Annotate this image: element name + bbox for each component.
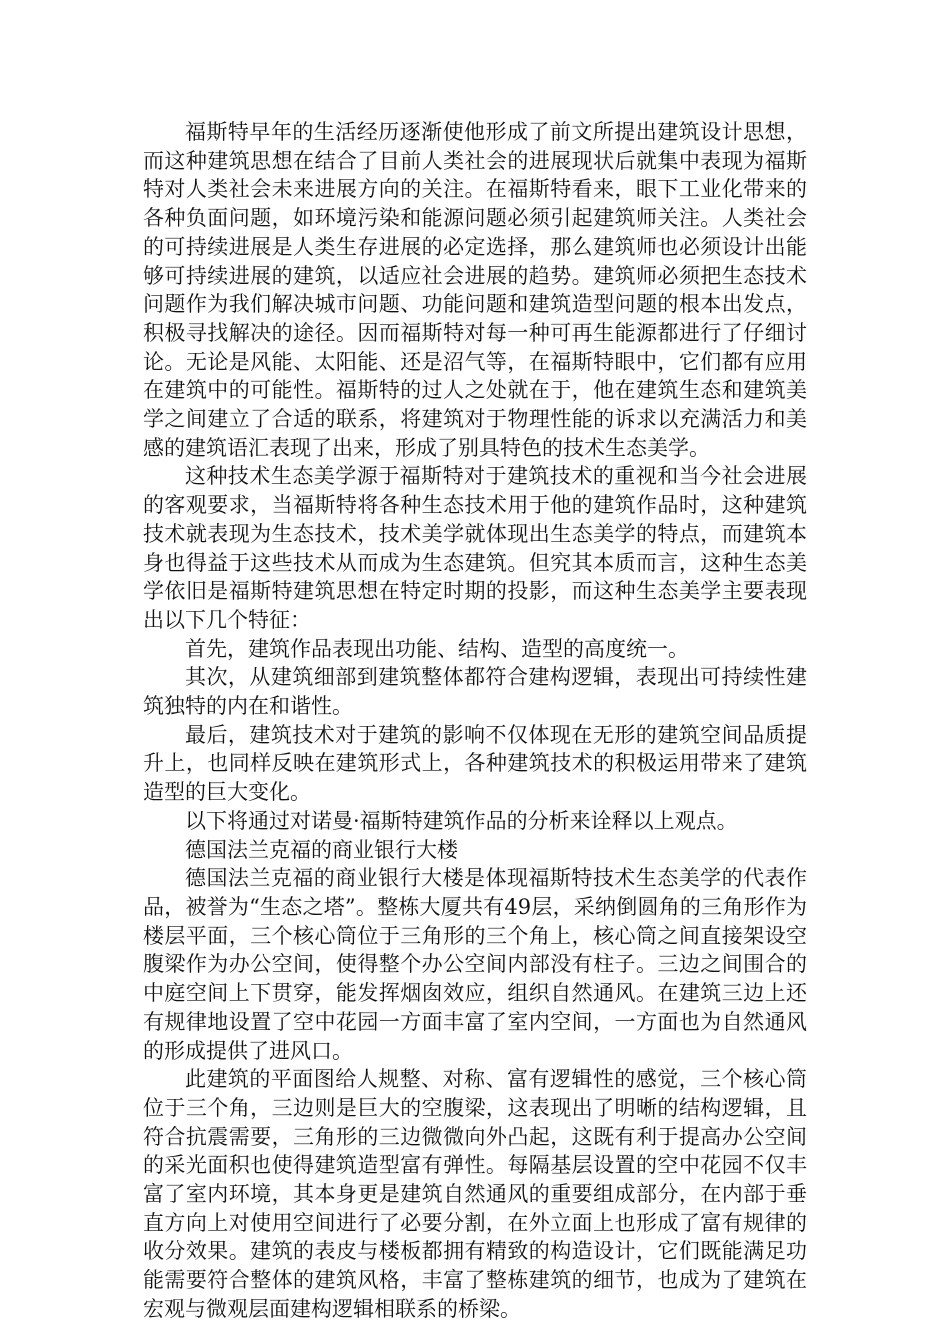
paragraph-feature-second: 其次，从建筑细部到建筑整体都符合建构逻辑，表现出可持续性建筑独特的内在和谐性。 [143, 665, 807, 719]
paragraph-eco-aesthetics-origin: 这种技术生态美学源于福斯特对于建筑技术的重视和当今社会进展的客观要求，当福斯特将各种生态技术用于他的建筑作品时，这种建筑技术就表现为生态技术，技术美学就体现出生态美学的特点，而建筑本身也得益于这些技术从而成为生态建筑。但究其本质而言，这种生态美学依旧是福斯特建筑思想在特定时期的投影，而这种生态美学主要表现出以下几个特征： [143, 464, 807, 632]
document-body [143, 118, 807, 1324]
paragraph-analysis-intro: 以下将通过对诺曼·福斯特建筑作品的分析来诠释以上观点。 [185, 808, 738, 833]
paragraph-commerzbank-plan: 此建筑的平面图给人规整、对称、富有逻辑性的感觉，三个核心筒位于三个角，三边则是巨大的空腹梁，这表现出了明晰的结构逻辑，且符合抗震需要，三角形的三边微微向外凸起，这既有利于提高办公空间的采光面积也使得建筑造型富有弹性。每隔基层设置的空中花园不仅丰富了室内环境，其本身更是建筑自然通风的重要组成部分，在内部于垂直方向上对使用空间进行了必要分割，在外立面上也形成了富有规律的收分效果。建筑的表皮与楼板都拥有精致的构造设计，它们既能满足功能需要符合整体的建筑风格，丰富了整栋建筑的细节，也成为了建筑在宏观与微观层面建构逻辑相联系的桥梁。 [143, 1067, 807, 1321]
paragraph-foster-early-life: 福斯特早年的生活经历逐渐使他形成了前文所提出建筑设计思想，而这种建筑思想在结合了目前人类社会的进展现状后就集中表现为福斯特对人类社会未来进展方向的关注。在福斯特看来，眼下工业化带来的各种负面问题，如环境污染和能源问题必须引起建筑师关注。人类社会的可持续进展是人类生存进展的必定选择，那么建筑师也必须设计出能够可持续进展的建筑，以适应社会进展的趋势。建筑师必须把生态技术问题作为我们解决城市问题、功能问题和建筑造型问题的根本出发点，积极寻找解决的途径。因而福斯特对每一种可再生能源都进行了仔细讨论。无论是风能、太阳能、还是沼气等，在福斯特眼中，它们都有应用在建筑中的可能性。福斯特的过人之处就在于，他在建筑生态和建筑美学之间建立了合适的联系，将建筑对于物理性能的诉求以充满活力和美感的建筑语汇表现了出来，形成了别具特色的技术生态美学。 [143, 120, 807, 460]
section-heading-commerzbank: 德国法兰克福的商业银行大楼 [185, 837, 458, 862]
paragraph-feature-last: 最后，建筑技术对于建筑的影响不仅体现在无形的建筑空间品质提升上，也同样反映在建筑形式上，各种建筑技术的积极运用带来了建筑造型的巨大变化。 [143, 722, 807, 805]
paragraph-feature-first: 首先，建筑作品表现出功能、结构、造型的高度统一。 [185, 636, 689, 661]
paragraph-commerzbank-description: 德国法兰克福的商业银行大楼是体现福斯特技术生态美学的代表作品，被誉为“生态之塔”。整栋大厦共有49层，采纳倒圆角的三角形作为楼层平面，三个核心筒位于三角形的三个角上，核心筒之间直接架设空腹梁作为办公空间，使得整个办公空间内部没有柱子。三边之间围合的中庭空间上下贯穿，能发挥烟囱效应，组织自然通风。在建筑三边上还有规律地设置了空中花园一方面丰富了室内空间，一方面也为自然通风的形成提供了进风口。 [143, 866, 807, 1063]
